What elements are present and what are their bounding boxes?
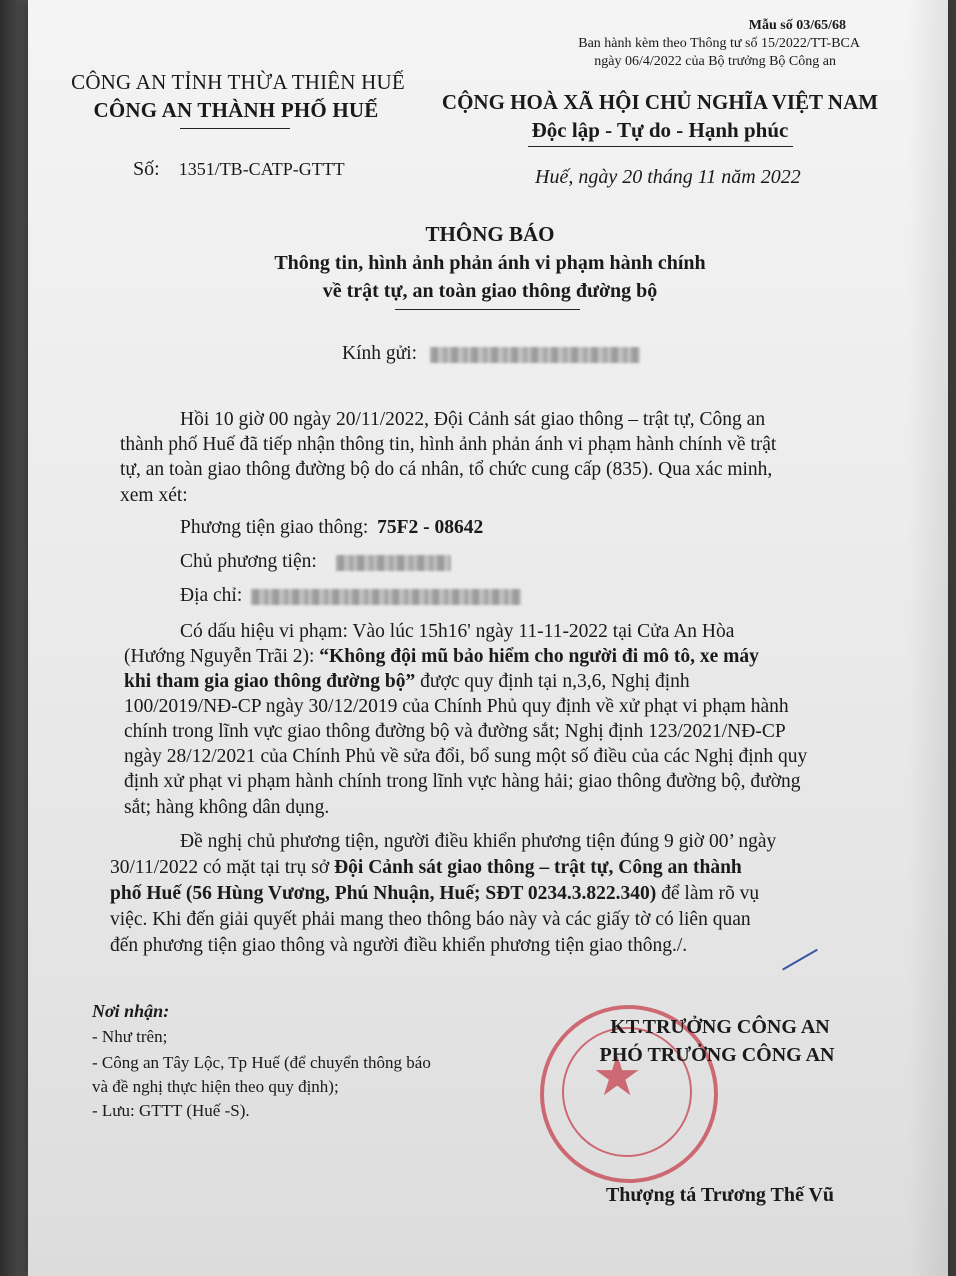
- subtitle-line1: Thông tin, hình ảnh phản ánh vi phạm hành chính: [274, 252, 706, 274]
- form-code: Mẫu số 03/65/68: [748, 18, 846, 33]
- vehicle-line: [180, 516, 483, 540]
- violation-line3: [124, 670, 690, 694]
- agency-underline: [180, 128, 290, 129]
- violation-line4: 100/2019/NĐ-CP ngày 30/12/2019 của Chính Phủ quy định về xử phạt vi phạm hành: [124, 696, 789, 717]
- form-ref-line2: ngày 06/4/2022 của Bộ trưởng Bộ Công an: [594, 54, 836, 69]
- request-line5: đến phương tiện giao thông và người điều khiển phương tiện giao thông./.: [110, 935, 688, 956]
- violation-line7: định xử phạt vi phạm hành chính trong lĩnh vực hàng hải; giao thông đường bộ, đường: [124, 771, 801, 792]
- request-date: 30/11/2022 có mặt tại trụ sở: [110, 857, 335, 878]
- redacted-recipient: [430, 347, 640, 363]
- violation-line6: ngày 28/12/2021 của Chính Phủ về sửa đổi, bổ sung một số điều của các Nghị định quy: [124, 746, 808, 767]
- motto-underline: [528, 146, 793, 147]
- violation-location: (Hướng Nguyễn Trãi 2):: [124, 646, 320, 667]
- body-p1-line3: tự, an toàn giao thông đường bộ do cá nhân, tổ chức cung cấp (835). Qua xác minh,: [120, 459, 773, 480]
- violation-quote-2: khi tham gia giao thông đường bộ”: [124, 671, 416, 692]
- violation-quote-1: “Không đội mũ bảo hiểm cho người đi mô tô, xe máy: [319, 646, 759, 667]
- address-line: [180, 584, 521, 608]
- request-office: Đội Cảnh sát giao thông – trật tự, Công an thành: [334, 857, 742, 878]
- request-line3: [110, 882, 759, 906]
- recipient-item-4: - Lưu: GTTT (Huế -S).: [92, 1101, 250, 1120]
- stamp-star-icon: ★: [592, 1046, 643, 1108]
- violation-line5: chính trong lĩnh vực giao thông đường bộ và đường sắt; Nghị định 123/2021/NĐ-CP: [124, 721, 786, 742]
- recipients-label: Nơi nhận:: [92, 1001, 170, 1021]
- owner-label: Chủ phương tiện:: [180, 551, 317, 572]
- body-p1-line4: xem xét:: [120, 485, 188, 506]
- request-line2: [110, 856, 742, 880]
- form-ref-line1: Ban hành kèm theo Thông tư số 15/2022/TT-BCA: [578, 36, 860, 51]
- recipient-item-3: và đề nghị thực hiện theo quy định);: [92, 1077, 339, 1096]
- violation-regulation: được quy định tại n,3,6, Nghị định: [415, 671, 690, 692]
- subtitle-line2: về trật tự, an toàn giao thông đường bộ: [322, 280, 658, 302]
- address-label: Địa chỉ:: [180, 585, 243, 606]
- signature-title-2: PHÓ TRƯỞNG CÔNG AN: [599, 1044, 835, 1066]
- recipient-item-2: - Công an Tây Lộc, Tp Huế (để chuyển thông báo: [92, 1053, 431, 1072]
- request-purpose: để làm rõ vụ: [656, 883, 760, 904]
- redacted-owner: [336, 555, 451, 571]
- agency-parent: CÔNG AN TỈNH THỪA THIÊN HUẾ: [71, 70, 405, 94]
- redacted-address: [251, 589, 521, 605]
- violation-line8: sắt; hàng không dân dụng.: [124, 797, 330, 818]
- owner-line: [180, 550, 451, 574]
- document-number: [133, 158, 345, 181]
- request-address: phố Huế (56 Hùng Vương, Phú Nhuận, Huế; SĐT 0234.3.822.340): [110, 883, 657, 904]
- place-date: Huế, ngày 20 tháng 11 năm 2022: [535, 166, 801, 188]
- vehicle-plate: 75F2 - 08642: [377, 517, 484, 538]
- signature-title-1: KT.TRƯỞNG CÔNG AN: [610, 1016, 830, 1038]
- request-line1: Đề nghị chủ phương tiện, người điều khiển phương tiện đúng 9 giờ 00’ ngày: [180, 831, 777, 852]
- recipient-line: [342, 342, 640, 366]
- signer-name: Thượng tá Trương Thế Vũ: [605, 1184, 835, 1206]
- agency-name: CÔNG AN THÀNH PHỐ HUẾ: [93, 98, 379, 122]
- body-p1-line1: Hồi 10 giờ 00 ngày 20/11/2022, Đội Cảnh sát giao thông – trật tự, Công an: [180, 409, 766, 430]
- document-title: THÔNG BÁO: [425, 222, 555, 246]
- recipient-item-1: - Như trên;: [92, 1027, 168, 1046]
- subtitle-underline: [395, 309, 580, 310]
- nation-motto: Độc lập - Tự do - Hạnh phúc: [531, 118, 789, 142]
- nation-name: CỘNG HOÀ XÃ HỘI CHỦ NGHĨA VIỆT NAM: [441, 90, 879, 114]
- request-line4: việc. Khi đến giải quyết phải mang theo thông báo này và các giấy tờ có liên quan: [110, 909, 751, 930]
- number-value: 1351/TB-CATP-GTTT: [178, 159, 345, 179]
- number-label: Số:: [133, 158, 160, 180]
- vehicle-label: Phương tiện giao thông:: [180, 517, 369, 538]
- recipient-label: Kính gửi:: [342, 343, 418, 364]
- violation-line2: [124, 645, 759, 669]
- violation-line1: Có dấu hiệu vi phạm: Vào lúc 15h16' ngày 11-11-2022 tại Cửa An Hòa: [180, 621, 735, 642]
- body-p1-line2: thành phố Huế đã tiếp nhận thông tin, hình ảnh phản ánh vi phạm hành chính về trật: [120, 434, 777, 455]
